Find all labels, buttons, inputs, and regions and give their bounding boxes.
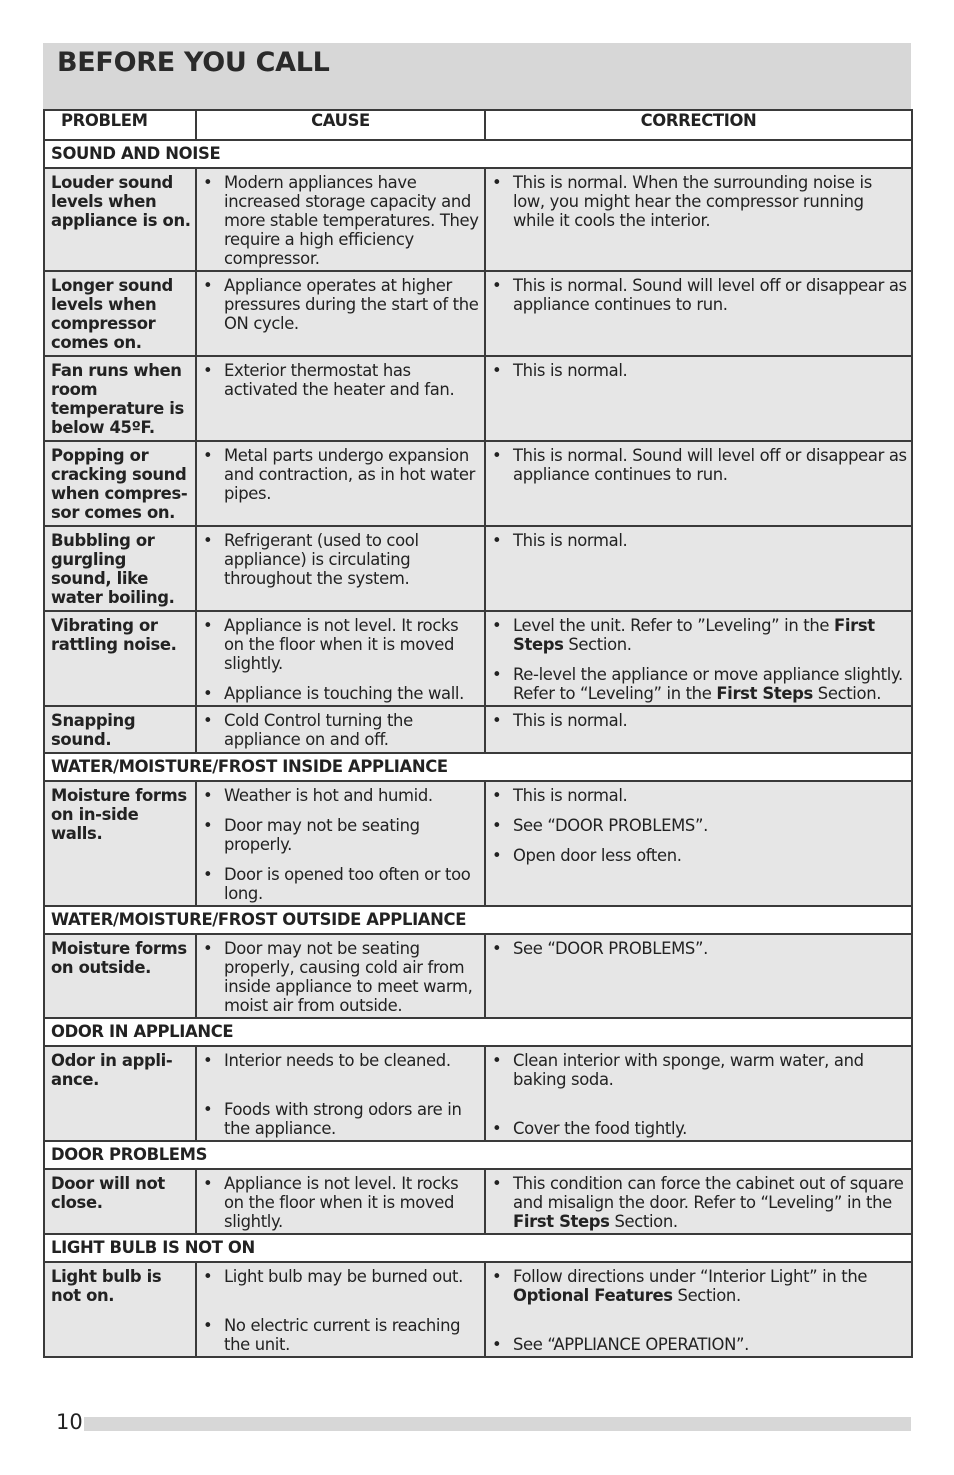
bullet-dot: • [203, 446, 213, 465]
text-run: This is normal. [513, 361, 628, 380]
bullet-dot: • [492, 276, 502, 295]
bullet-dot: • [203, 361, 213, 380]
bullet-item [203, 684, 480, 703]
bullet-item [492, 173, 907, 230]
section-header-row [44, 1234, 912, 1262]
section-title: DOOR PROBLEMS [44, 1141, 912, 1169]
table-row [44, 781, 912, 906]
bullet-item [492, 446, 907, 484]
bullet-text [513, 1051, 907, 1089]
bullet-dot: • [492, 531, 502, 550]
bullet-text [513, 1335, 907, 1354]
bullet-dot: • [492, 1335, 502, 1354]
bullet-item [492, 1267, 907, 1305]
bold-reference: First Steps [513, 1212, 610, 1231]
column-header-problem: PROBLEM [44, 110, 196, 140]
section-title: LIGHT BULB IS NOT ON [44, 1234, 912, 1262]
correction-cell [485, 441, 912, 526]
table-row [44, 441, 912, 526]
cause-cell [196, 706, 485, 753]
bullet-text: No electric current is reaching the unit. [224, 1316, 461, 1354]
bullet-text [513, 665, 907, 703]
bullet-item [492, 276, 907, 314]
bullet-dot: • [203, 1051, 213, 1070]
text-run: Open door less often. [513, 846, 682, 865]
problem-cell: Popping or cracking sound when compres-sor comes on. [44, 441, 196, 526]
bullet-dot: • [492, 939, 502, 958]
bullet-dot: • [203, 1316, 213, 1335]
bullet-dot: • [492, 846, 502, 865]
text-run: Section. [609, 1212, 678, 1231]
bullet-item [492, 1335, 907, 1354]
correction-cell [485, 706, 912, 753]
bullet-item [492, 939, 907, 958]
cause-cell [196, 1169, 485, 1234]
bullet-text: Appliance is touching the wall. [224, 684, 464, 703]
bullet-item [492, 846, 907, 865]
cause-cell [196, 934, 485, 1018]
bullet-item [492, 1174, 907, 1231]
bullet-dot: • [492, 665, 502, 684]
correction-cell [485, 271, 912, 356]
section-title: ODOR IN APPLIANCE [44, 1018, 912, 1046]
bullet-dot: • [203, 939, 213, 958]
bullet-dot: • [203, 684, 213, 703]
header-band [43, 43, 911, 109]
text-run: See “DOOR PROBLEMS”. [513, 816, 708, 835]
text-run: This is normal. [513, 786, 628, 805]
bullet-text: Door may not be seating properly, causing cold air from inside appliance to meet warm, moist air from outside. [224, 939, 473, 1015]
bullet-text [513, 939, 907, 958]
bullet-dot: • [203, 1267, 213, 1286]
bullet-item [203, 711, 480, 749]
cause-cell [196, 1262, 485, 1357]
bullet-text [513, 711, 907, 730]
bullet-text [513, 1174, 907, 1231]
problem-cell: Moisture forms on in-side walls. [44, 781, 196, 906]
bullet-dot: • [492, 816, 502, 835]
bullet-text: Refrigerant (used to cool appliance) is circulating throughout the system. [224, 531, 419, 588]
bullet-text [513, 816, 907, 835]
table-row [44, 1169, 912, 1234]
bullet-text: Metal parts undergo expansion and contraction, as in hot water pipes. [224, 446, 476, 503]
bullet-text: Foods with strong odors are in the appliance. [224, 1100, 462, 1138]
text-run: Re-level the appliance or move appliance slightly. Refer to “Leveling” in the [513, 665, 903, 703]
text-run: This is normal. [513, 711, 628, 730]
bullet-item [203, 816, 480, 854]
table-row [44, 706, 912, 753]
bullet-item [492, 711, 907, 730]
correction-cell [485, 1262, 912, 1357]
bullet-dot: • [203, 531, 213, 550]
bullet-text: Cold Control turning the appliance on and off. [224, 711, 413, 749]
bullet-dot: • [492, 361, 502, 380]
bullet-item [203, 446, 480, 503]
problem-cell: Odor in appli-ance. [44, 1046, 196, 1141]
bullet-dot: • [492, 786, 502, 805]
bullet-text: Weather is hot and humid. [224, 786, 433, 805]
column-header-correction: CORRECTION [485, 110, 912, 140]
text-run: Section. [563, 635, 632, 654]
table-row [44, 934, 912, 1018]
bullet-item [492, 665, 907, 703]
bullet-item [203, 939, 480, 1015]
bullet-item [492, 786, 907, 805]
cause-cell [196, 356, 485, 441]
bullet-dot: • [203, 816, 213, 835]
cause-cell [196, 526, 485, 611]
problem-cell: Door will not close. [44, 1169, 196, 1234]
bullet-text [513, 846, 907, 865]
cause-cell [196, 781, 485, 906]
table-row [44, 1262, 912, 1357]
text-run: This is normal. Sound will level off or disappear as appliance continues to run. [513, 276, 907, 314]
bullet-text [513, 1267, 907, 1305]
table-row [44, 611, 912, 706]
bullet-text [513, 1119, 907, 1138]
bullet-text [513, 616, 907, 654]
cause-cell [196, 611, 485, 706]
text-run: See “APPLIANCE OPERATION”. [513, 1335, 750, 1354]
table-row [44, 1046, 912, 1141]
correction-cell [485, 356, 912, 441]
section-header-row [44, 906, 912, 934]
bullet-text [513, 446, 907, 484]
bullet-item [492, 531, 907, 550]
bold-reference: Optional Features [513, 1286, 673, 1305]
bullet-item [203, 173, 480, 268]
correction-cell [485, 526, 912, 611]
bullet-text: Appliance is not level. It rocks on the floor when it is moved slightly. [224, 616, 459, 673]
bullet-item [203, 276, 480, 333]
bullet-text: Exterior thermostat has activated the heater and fan. [224, 361, 455, 399]
section-header-row [44, 1141, 912, 1169]
bullet-text [513, 786, 907, 805]
cause-cell [196, 168, 485, 271]
cause-cell [196, 1046, 485, 1141]
correction-cell [485, 611, 912, 706]
bullet-text: Interior needs to be cleaned. [224, 1051, 451, 1070]
correction-cell [485, 934, 912, 1018]
bold-reference: First Steps [716, 684, 813, 703]
bullet-dot: • [203, 173, 213, 192]
table-row [44, 526, 912, 611]
table-row [44, 168, 912, 271]
text-run: This condition can force the cabinet out of square and misalign the door. Refer to “Leveling” in the [513, 1174, 904, 1212]
problem-cell: Vibrating or rattling noise. [44, 611, 196, 706]
bullet-item [203, 361, 480, 399]
bullet-item [203, 1267, 480, 1286]
bullet-dot: • [492, 1174, 502, 1193]
bullet-text [513, 173, 907, 230]
section-title: SOUND AND NOISE [44, 140, 912, 168]
bullet-dot: • [492, 173, 502, 192]
section-header-row [44, 753, 912, 781]
correction-cell [485, 1169, 912, 1234]
problem-cell: Bubbling or gurgling sound, like water boiling. [44, 526, 196, 611]
bullet-dot: • [492, 1267, 502, 1286]
text-run: Clean interior with sponge, warm water, and baking soda. [513, 1051, 864, 1089]
section-header-row [44, 1018, 912, 1046]
bullet-dot: • [203, 711, 213, 730]
cause-cell [196, 441, 485, 526]
bullet-item [203, 1316, 480, 1354]
problem-cell: Fan runs when room temperature is below 45ºF. [44, 356, 196, 441]
bullet-item [203, 531, 480, 588]
page-title: BEFORE YOU CALL [57, 47, 330, 78]
bullet-dot: • [203, 1100, 213, 1119]
text-run: Level the unit. Refer to ”Leveling” in the [513, 616, 834, 635]
text-run: Follow directions under “Interior Light” in the [513, 1267, 868, 1286]
problem-cell: Moisture forms on outside. [44, 934, 196, 1018]
text-run: Section. [812, 684, 882, 703]
bullet-item [492, 361, 907, 380]
bullet-text [513, 531, 907, 550]
cause-cell [196, 271, 485, 356]
table-body [44, 140, 912, 1357]
bullet-dot: • [492, 711, 502, 730]
bullet-item [492, 1119, 907, 1138]
text-run: This is normal. When the surrounding noise is low, you might hear the compressor running while it cools the interior. [513, 173, 872, 230]
text-run: See “DOOR PROBLEMS”. [513, 939, 708, 958]
text-run: This is normal. Sound will level off or disappear as appliance continues to run. [513, 446, 907, 484]
problem-cell: Light bulb is not on. [44, 1262, 196, 1357]
bullet-dot: • [492, 446, 502, 465]
bullet-text: Door may not be seating properly. [224, 816, 420, 854]
text-run: Cover the food tightly. [513, 1119, 688, 1138]
bullet-item [203, 786, 480, 805]
bullet-dot: • [203, 1174, 213, 1193]
bullet-dot: • [203, 276, 213, 295]
bullet-item [492, 1051, 907, 1089]
bullet-text [513, 361, 907, 380]
bullet-text: Appliance is not level. It rocks on the floor when it is moved slightly. [224, 1174, 459, 1231]
section-header-row [44, 140, 912, 168]
bullet-text [513, 276, 907, 314]
text-run: This is normal. [513, 531, 628, 550]
problem-cell: Longer sound levels when compressor comes on. [44, 271, 196, 356]
correction-cell [485, 168, 912, 271]
bullet-item [203, 1174, 480, 1231]
bullet-dot: • [203, 786, 213, 805]
bullet-item [203, 1051, 480, 1070]
bullet-dot: • [492, 616, 502, 635]
bullet-dot: • [203, 865, 213, 884]
problem-cell: Snapping sound. [44, 706, 196, 753]
bullet-item [203, 616, 480, 673]
section-title: WATER/MOISTURE/FROST OUTSIDE APPLIANCE [44, 906, 912, 934]
column-header-cause: CAUSE [196, 110, 485, 140]
bullet-text: Appliance operates at higher pressures during the start of the ON cycle. [224, 276, 479, 333]
bullet-item [203, 865, 480, 903]
section-title: WATER/MOISTURE/FROST INSIDE APPLIANCE [44, 753, 912, 781]
correction-cell [485, 781, 912, 906]
page-number: 10 [56, 1410, 83, 1434]
footer-bar [84, 1417, 911, 1431]
correction-cell [485, 1046, 912, 1141]
bullet-item [492, 616, 907, 654]
bullet-text: Light bulb may be burned out. [224, 1267, 463, 1286]
bullet-text: Door is opened too often or too long. [224, 865, 471, 903]
bullet-dot: • [492, 1051, 502, 1070]
problem-cell: Louder sound levels when appliance is on. [44, 168, 196, 271]
text-run: Section. [672, 1286, 741, 1305]
table-row [44, 356, 912, 441]
troubleshooting-table [43, 109, 913, 1358]
bullet-dot: • [492, 1119, 502, 1138]
table-header-row [44, 110, 912, 140]
bullet-dot: • [203, 616, 213, 635]
bold-reference: First Steps [513, 616, 875, 654]
bullet-item [492, 816, 907, 835]
table-row [44, 271, 912, 356]
bullet-item [203, 1100, 480, 1138]
bullet-text: Modern appliances have increased storage capacity and more stable temperatures. They require a high efficiency compressor. [224, 173, 479, 268]
